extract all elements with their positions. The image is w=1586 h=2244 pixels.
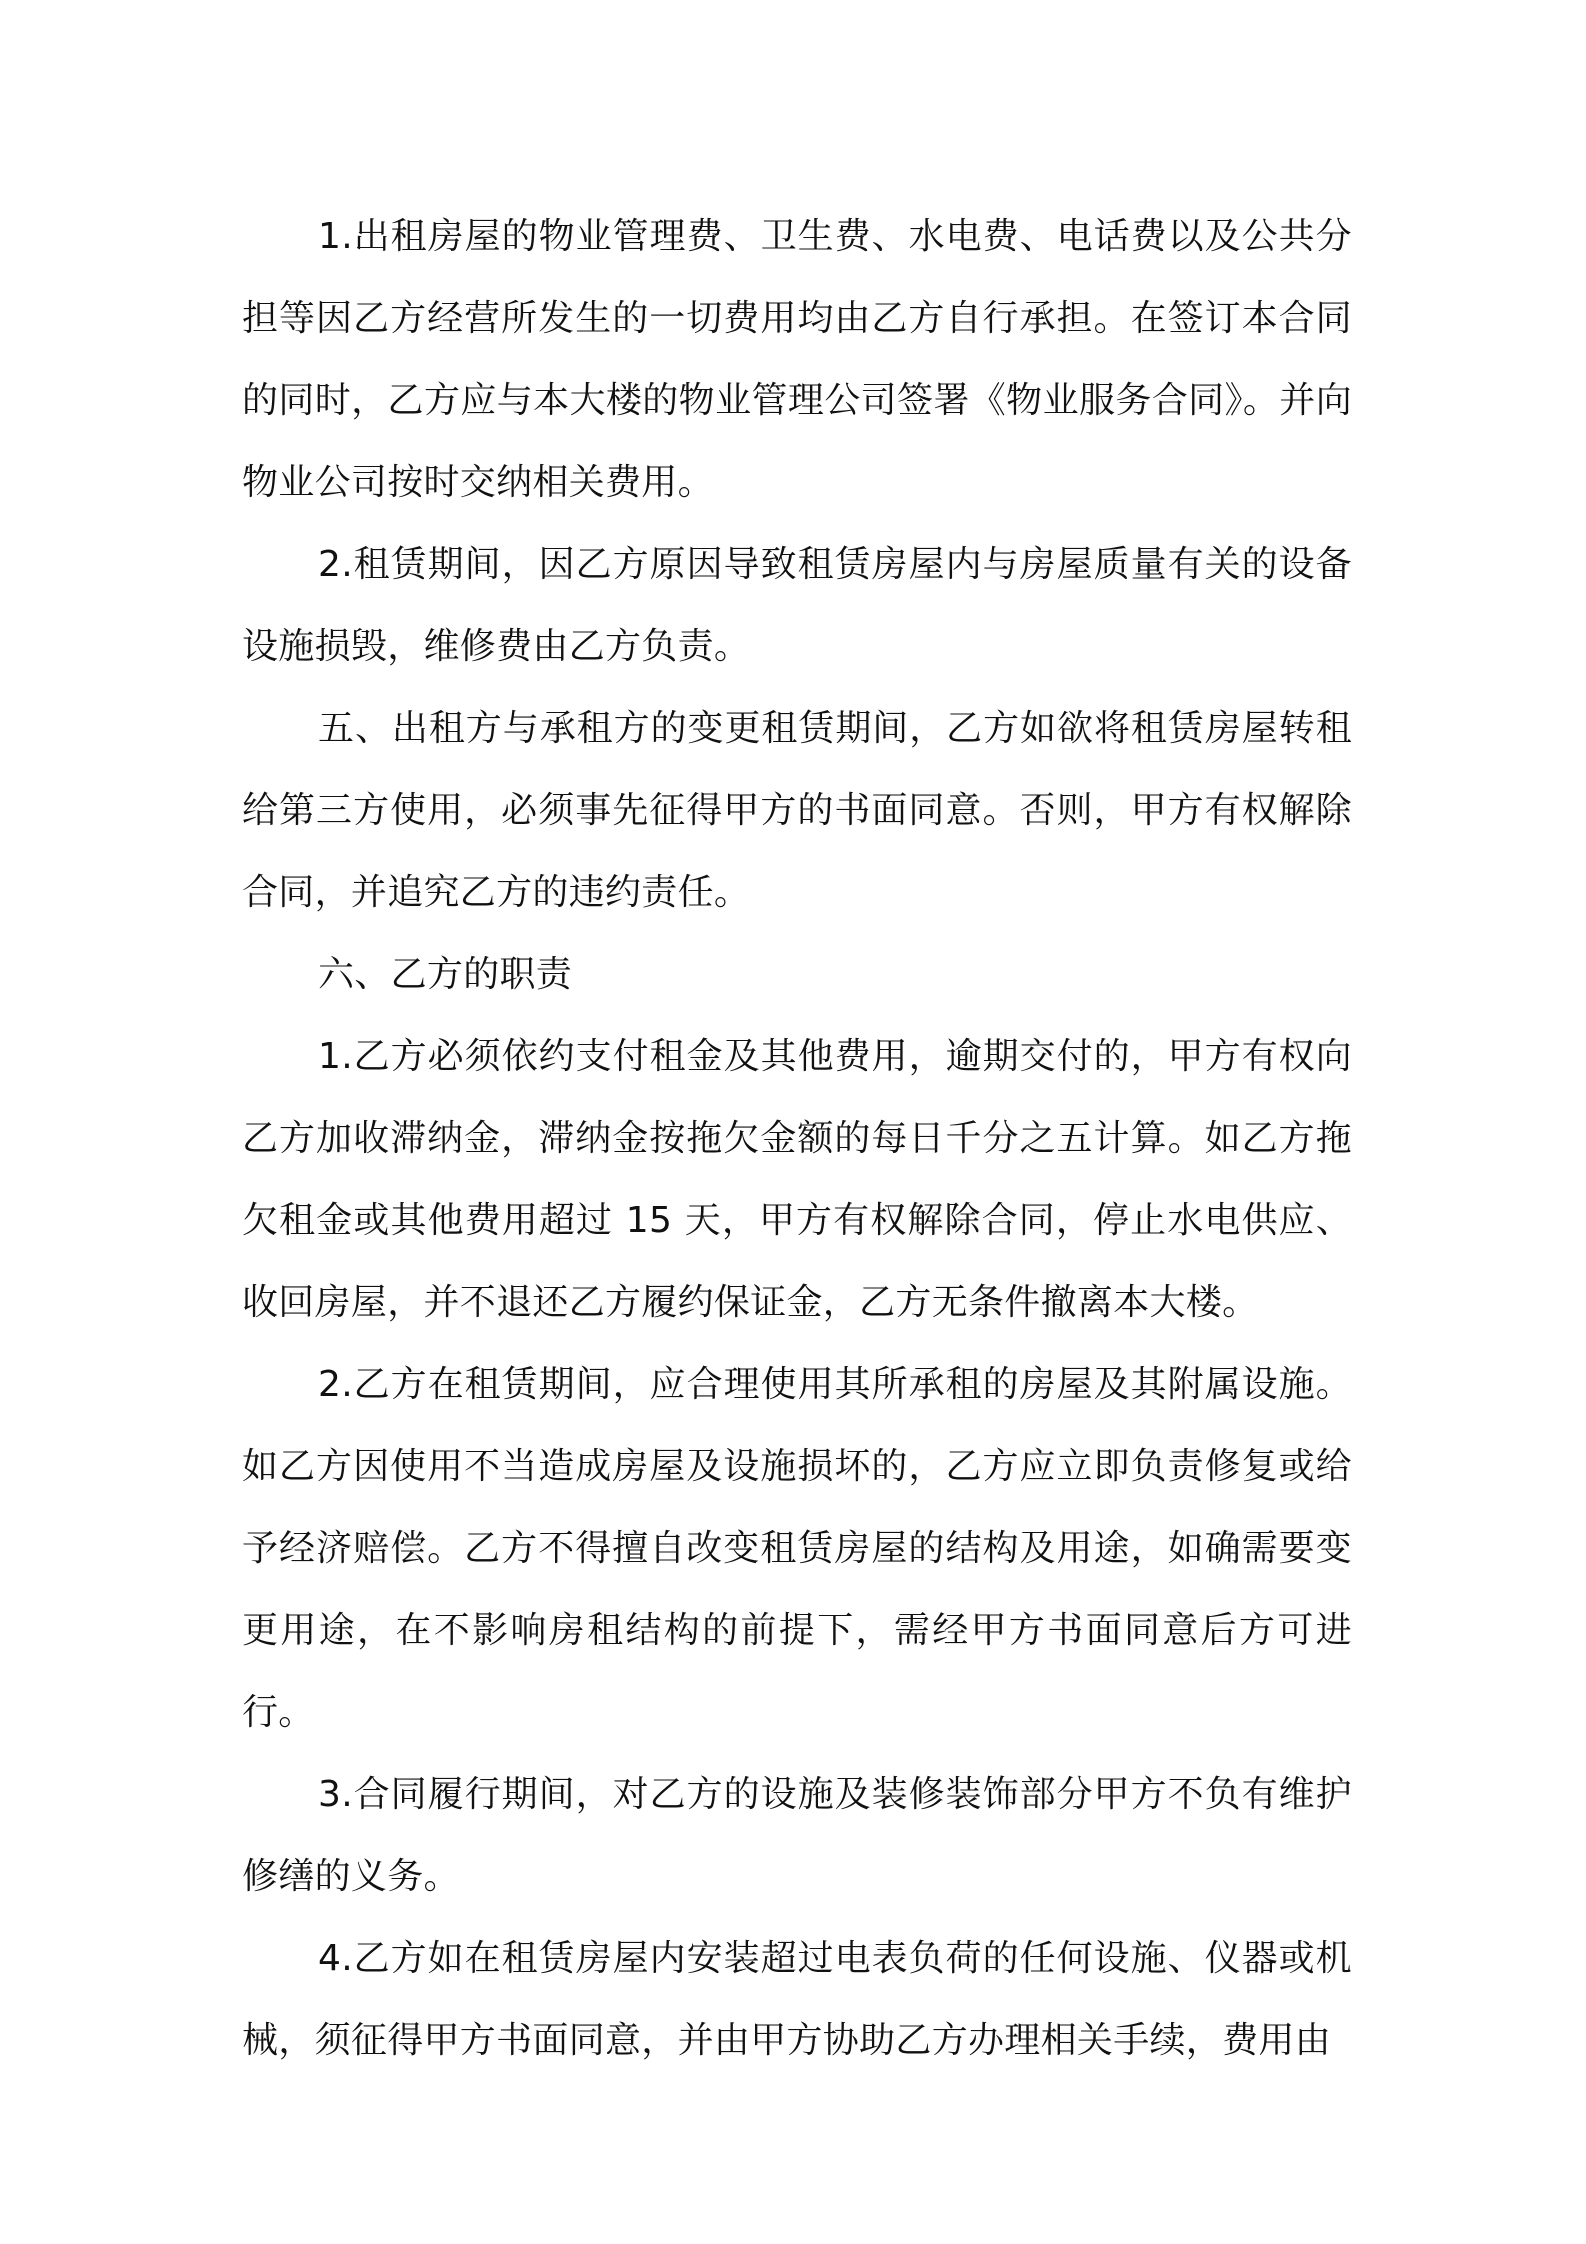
heading-section-six: 六、乙方的职责	[318, 954, 573, 995]
paragraph-property-fees: 1.出租房屋的物业管理费、卫生费、水电费、电话费以及公共分担等因乙方经营所发生的一切费用均由乙方自行承担。在签订本合同的同时，乙方应与本大楼的物业管理公司签署《物业服务合同》。并向物业公司按时交纳相关费用。	[242, 216, 1352, 503]
paragraph-section-five-sublease: 五、出租方与承租方的变更租赁期间，乙方如欲将租赁房屋转租给第三方使用，必须事先征得甲方的书面同意。否则，甲方有权解除合同，并追究乙方的违约责任。	[242, 708, 1352, 913]
paragraph-electrical-load: 4.乙方如在租赁房屋内安装超过电表负荷的任何设施、仪器或机械，须征得甲方书面同意，并由甲方协助乙方办理相关手续，费用由	[242, 1938, 1352, 2061]
document-body	[242, 196, 1352, 2082]
paragraph-maintenance: 3.合同履行期间，对乙方的设施及装修装饰部分甲方不负有维护修缮的义务。	[242, 1774, 1352, 1897]
paragraph-rent-payment: 1.乙方必须依约支付租金及其他费用，逾期交付的，甲方有权向乙方加收滞纳金，滞纳金按拖欠金额的每日千分之五计算。如乙方拖欠租金或其他费用超过 15 天，甲方有权解除合同，停止水电供应、收回房屋，并不退还乙方履约保证金，乙方无条件撤离本大楼。	[242, 1036, 1352, 1323]
paragraph-equipment-damage: 2.租赁期间，因乙方原因导致租赁房屋内与房屋质量有关的设备设施损毁，维修费由乙方负责。	[242, 544, 1352, 667]
paragraph-proper-use: 2.乙方在租赁期间，应合理使用其所承租的房屋及其附属设施。如乙方因使用不当造成房屋及设施损坏的，乙方应立即负责修复或给予经济赔偿。乙方不得擅自改变租赁房屋的结构及用途，如确需要变更用途，在不影响房租结构的前提下，需经甲方书面同意后方可进行。	[242, 1364, 1352, 1733]
